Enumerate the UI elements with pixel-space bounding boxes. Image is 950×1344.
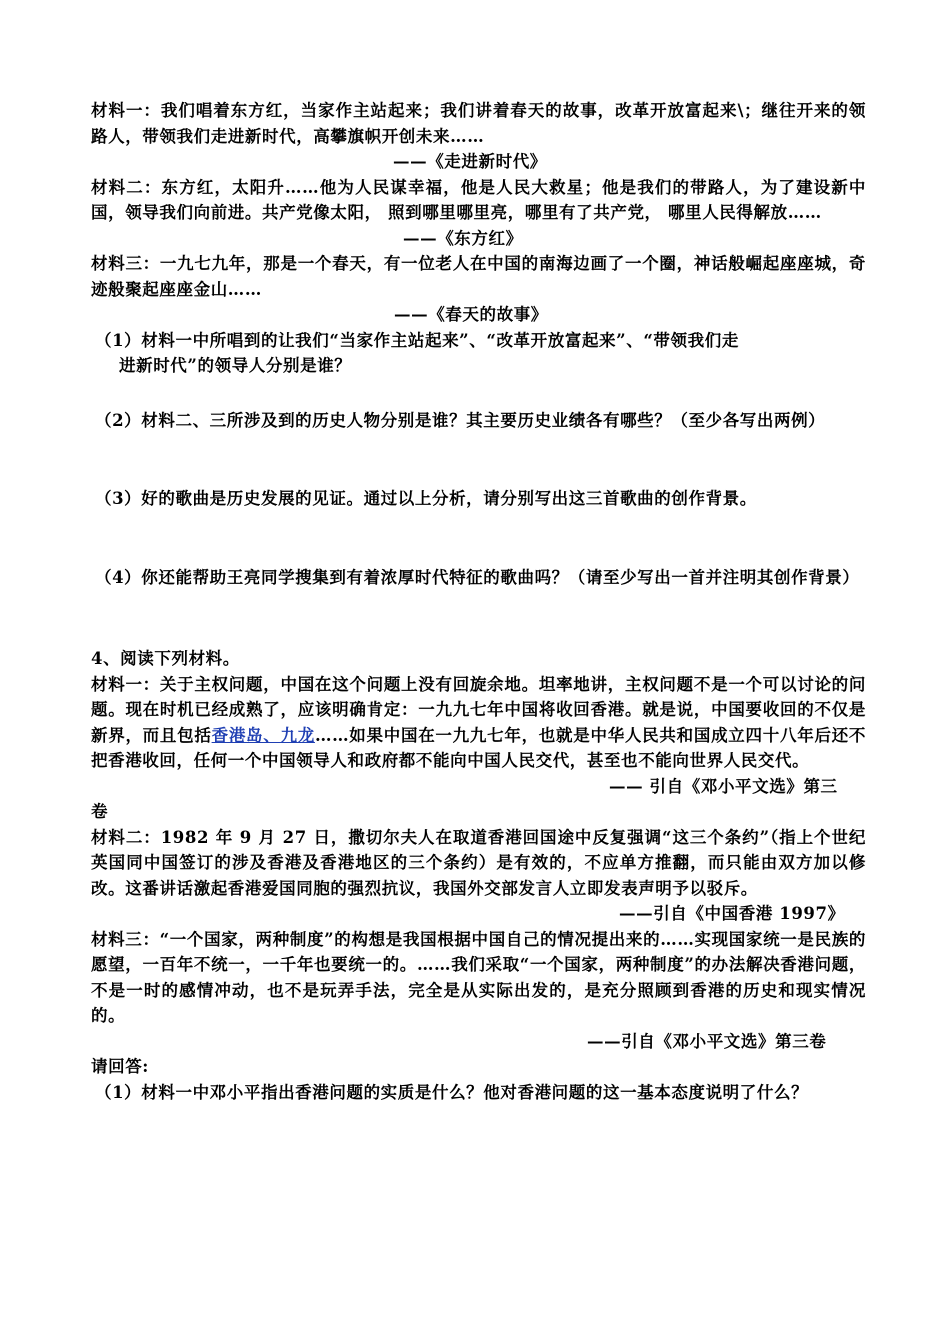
hk-material-2-text: 材料二：1982 年 9 月 27 日，撒切尔夫人在取道香港回国途中反复强调“这三个条约”（指上个世纪英国同中国签订的涉及香港及香港地区的三个条约）是有效的，不应单方推翻，而只能由双方加以修改。这番讲话激起香港爱国同胞的强烈抗议，我国外交部发言人立即发表声明予以驳斥。 [91, 827, 866, 898]
question-4: （4）你还能帮助王亮同学搜集到有着浓厚时代特征的歌曲吗？（请至少写出一首并注明其创作背景） [95, 567, 860, 587]
hong-kong-island-kowloon-link[interactable]: 香港岛、九龙 [211, 725, 315, 745]
question-1-line-2: 进新时代”的领导人分别是谁？ [119, 356, 352, 375]
material-3-source: ——《春天的故事》 [394, 305, 548, 324]
question-3: （3）好的歌曲是历史发展的见证。通过以上分析，请分别写出这三首歌曲的创作背景。 [95, 489, 757, 508]
answer-prompt: 请回答: [91, 1057, 149, 1076]
answer-space [91, 590, 866, 646]
hk-material-1-source-wrap: 卷 [91, 802, 109, 821]
material-2-text: 材料二：东方红，太阳升……他为人民谋幸福，他是人民大救星；他是我们的带路人，为了建设新中国，领导我们向前进。共产党像太阳， 照到哪里哪里亮，哪里有了共产党， 哪里人民得解放…… [91, 177, 866, 222]
hk-material-1-text-start: 材料一：关于主权问题，中国在这个问题上没有回旋余地。坦率地讲，主权问题不是一个可以讨论的问题。现在时机已经成熟了，应该明确肯定：一九九七年中国将收回香港。就是说，中国要收回的不仅是新界，而且包括 [91, 674, 866, 745]
material-1-text: 材料一：我们唱着东方红，当家作主站起来；我们讲着春天的故事，改革开放富起来\；继往开来的领路人，带领我们走进新时代，高攀旗帜开创未来…… [91, 101, 866, 146]
answer-space [91, 379, 866, 408]
document-page [91, 98, 866, 1105]
material-3-text: 材料三：一九七九年，那是一个春天，有一位老人在中国的南海边画了一个圈，神话般崛起座座城，奇迹般聚起座座金山…… [91, 254, 866, 299]
question-1-line-1: （1）材料一中所唱到的让我们“当家作主站起来”、“改革开放富起来”、“带领我们走 [95, 330, 739, 350]
hk-material-3-text: 材料三：“一个国家，两种制度”的构想是我国根据中国自己的情况提出来的……实现国家统一是民族的愿望，一百年不统一，一千年也要统一的。……我们采取“一个国家，两种制度”的办法解决香港问题，不是一时的感情冲动，也不是玩弄手法，完全是从实际出发的，是充分照顾到香港的历史和现实情况的。 [91, 929, 866, 1025]
hk-material-1-text-end: ……如果中国在一九九七年，也就是中华人民共和国成立四十八年后还不把香港收回，任何一个中国领导人和政府都不能向中国人民交代，甚至也不能向世界人民交代。 [91, 725, 866, 770]
hk-material-1-source: —— 引自《邓小平文选》第三 [609, 776, 838, 796]
hk-question-1: （1）材料一中邓小平指出香港问题的实质是什么？他对香港问题的这一基本态度说明了什么？ [95, 1082, 809, 1102]
material-2-source: ——《东方红》 [403, 228, 523, 248]
question-2: （2）材料二、三所涉及到的历史人物分别是谁？其主要历史业绩各有哪些？（至少各写出两例） [95, 410, 826, 430]
hk-material-2-source: ——引自《中国香港 1997》 [619, 904, 845, 923]
hk-material-1-text [91, 672, 866, 774]
material-1-source: ——《走进新时代》 [393, 152, 547, 171]
answer-space [91, 512, 866, 565]
answer-space [91, 433, 866, 486]
hk-material-3-source: ——引自《邓小平文选》第三卷 [587, 1031, 827, 1051]
section-heading: 4、阅读下列材料。 [91, 649, 240, 668]
